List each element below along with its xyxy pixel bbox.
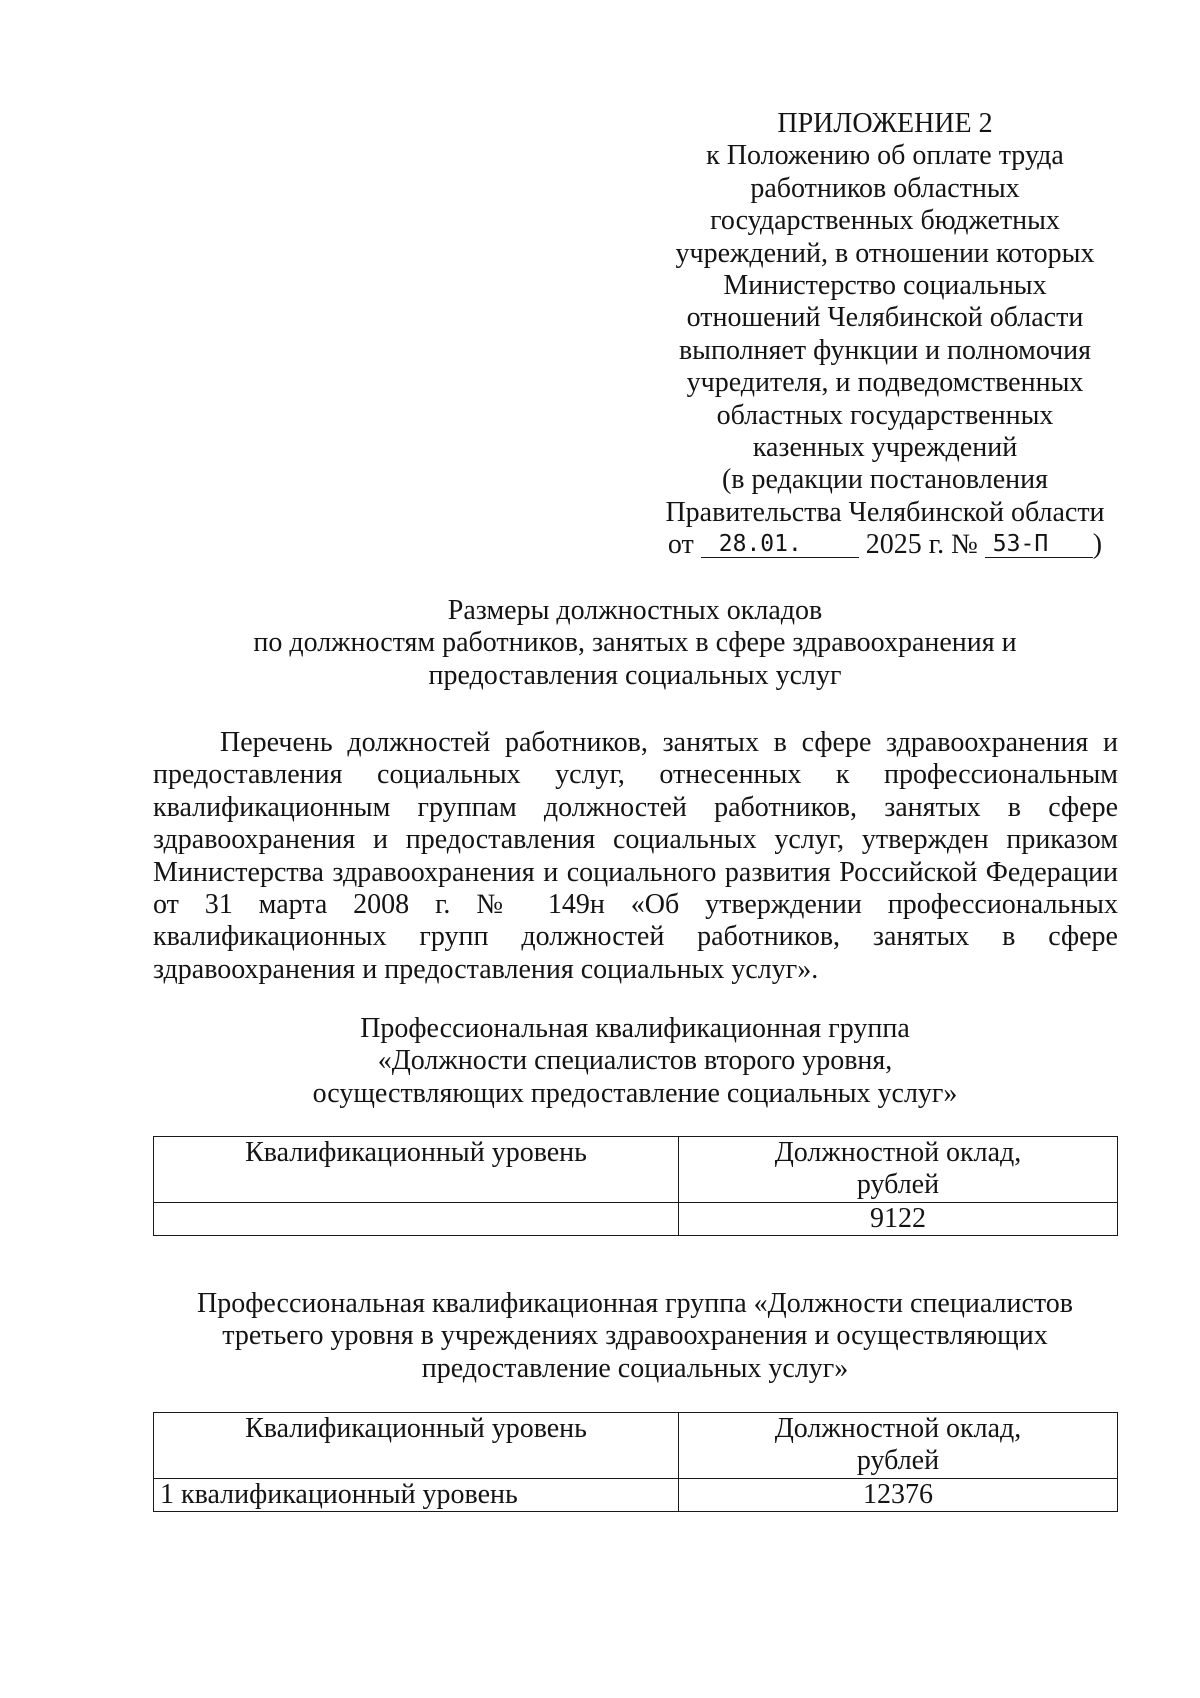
appendix-header [655,108,1115,562]
appendix-line: учредителя, и подведомственных [686,367,1084,399]
appendix-line: областных государственных [716,399,1054,431]
table-row [154,1202,1118,1235]
level-cell [154,1202,679,1235]
appendix-line: казенных учреждений [752,432,1018,464]
table-header-row [154,1413,1118,1479]
col-header-salary [679,1413,1118,1479]
resolution-date-line [655,529,1115,561]
group1-table [153,1136,1118,1236]
group2-title [150,1288,1120,1385]
appendix-line: учреждений, в отношении которых [675,237,1095,269]
col-header-salary-line: рублей [856,1169,940,1201]
col-header-level: Квалификационный уровень [154,1137,679,1203]
main-title-line: предоставления социальных услуг [428,659,842,691]
appendix-line: (в редакции постановления [721,464,1049,496]
col-header-salary-line: Должностной оклад, [774,1137,1022,1168]
appendix-line: Министерство социальных [723,270,1047,302]
closing-paren: ) [1092,529,1103,561]
appendix-line: государственных бюджетных [710,205,1060,237]
group2-table [153,1412,1118,1512]
level-cell: 1 квалификационный уровень [154,1478,679,1511]
table-row [154,1478,1118,1511]
main-title-line: по должностям работников, занятых в сфере здравоохранения и [253,627,1017,659]
main-title-line: Размеры должностных окладов [447,595,823,626]
appendix-line: выполняет функции и полномочия [678,334,1092,366]
intro-paragraph: Перечень должностей работников, занятых в сфере здравоохранения и предоставления социальных услуг, отнесенных к профессиональным квалификационным группам должностей работников, занятых в сфере здравоохранения и предоставления социальных услуг, утвержден приказом Министерства здравоохранения и социального развития Российской Федерации от 31 марта 2008 г. № 149н «Об утверждении профессиональных квалификационных групп должностей работников, занятых в сфере здравоохранения и предоставления социальных услуг». [153,727,1118,985]
group1-title [150,1013,1120,1110]
year-text: 2025 г. № [865,529,978,561]
group2-title-line: третьего уровня в учреждениях здравоохранения и осуществляющих [222,1320,1048,1352]
col-header-level: Квалификационный уровень [154,1413,679,1479]
group1-title-line: «Должности специалистов второго уровня, [377,1045,893,1077]
salary-cell: 12376 [679,1478,1118,1511]
col-header-salary-line: рублей [856,1445,940,1477]
table-header-row [154,1137,1118,1203]
appendix-title: ПРИЛОЖЕНИЕ 2 [777,108,993,139]
group2-title-line: предоставление социальных услуг» [421,1352,849,1384]
resolution-number: 53-П [985,531,1093,558]
appendix-line: Правительства Челябинской области [665,496,1105,528]
col-header-salary [679,1137,1118,1203]
date-prefix: от [667,529,694,561]
appendix-line: к Положению об оплате труда [706,140,1064,172]
group1-title-line: Профессиональная квалификационная группа [360,1013,910,1044]
main-title [150,595,1120,692]
group2-title-line: Профессиональная квалификационная группа «Должности специалистов [197,1288,1073,1319]
col-header-salary-line: Должностной оклад, [774,1413,1022,1444]
date-value: 28.01. [701,531,859,558]
appendix-line: отношений Челябинской области [686,302,1084,334]
appendix-line: работников областных [750,172,1020,204]
group1-title-line: осуществляющих предоставление социальных услуг» [312,1077,958,1109]
salary-cell: 9122 [679,1202,1118,1235]
